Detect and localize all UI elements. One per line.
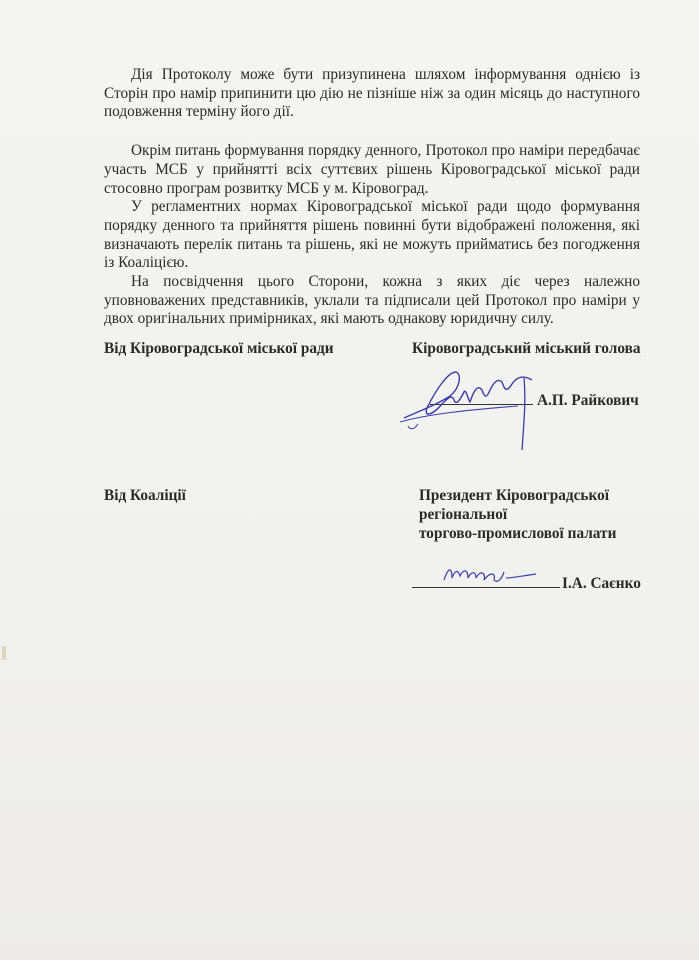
- president-title-line-2: регіональної: [419, 506, 508, 523]
- document-body: [104, 66, 640, 329]
- president-name: І.А. Саєнко: [562, 575, 641, 592]
- president-title-line-3: торгово-промислової палати: [419, 525, 617, 542]
- paragraph-certification: На посвідчення цього Сторони, кожна з яких діє через належно уповноважених представників, уклали та підписали цей Протокол про наміри у двох оригінальних примірниках, які мають однакову юридичну силу.: [104, 273, 640, 328]
- paragraph-participation: Окрім питань формування порядку денного, Протокол про наміри передбачає участь МСБ у прийнятті всіх суттєвих рішень Кіровоградської міської ради стосовно програм розвитку МСБ у м. Кіровоград.: [104, 142, 640, 197]
- paragraph-suspension: Дія Протоколу може бути призупинена шляхом інформування однією із Сторін про намір припинити цю дію не пізніше ніж за один місяць до наступного подовження терміну його дії.: [104, 66, 640, 121]
- president-signature-icon: [440, 558, 550, 592]
- coalition-label: Від Коаліції: [104, 487, 186, 504]
- president-title-line-1: Президент Кіровоградської: [419, 487, 609, 504]
- mayor-title: Кіровоградський міський голова: [412, 340, 641, 357]
- paragraph-regulations: У регламентних нормах Кіровоградської міської ради щодо формування порядку денного та прийняття рішень повинні бути відображені положення, які визначають перелік питань та рішень, які не можуть прийматись без погодження із Коаліцією.: [104, 198, 640, 272]
- mayor-signature-icon: [398, 360, 548, 455]
- mayor-name: А.П. Райкович: [537, 392, 639, 409]
- paper-edge-mark: [2, 646, 6, 660]
- city-council-label: Від Кіровоградської міської ради: [104, 340, 334, 357]
